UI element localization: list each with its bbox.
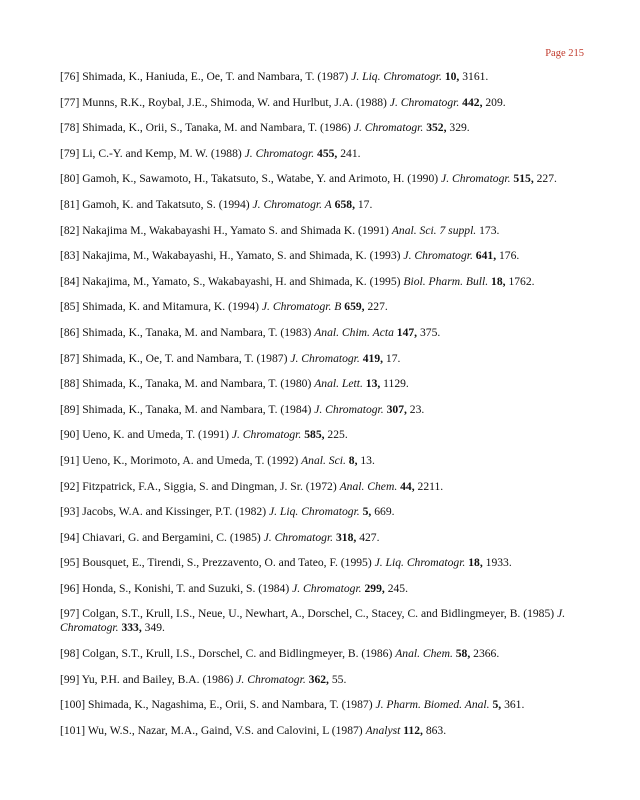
reference-volume: 659, xyxy=(344,300,365,314)
reference-journal: J. Chromatogr. xyxy=(290,351,360,365)
reference-item xyxy=(60,121,588,135)
reference-item xyxy=(60,724,588,738)
reference-item xyxy=(60,70,588,84)
reference-journal: Anal. Chem. xyxy=(339,479,398,493)
reference-number: [76] xyxy=(60,70,80,83)
reference-authors: Nakajima, M., Yamato, S., Wakabayashi, H. and Shimada, K. (1995) xyxy=(82,274,404,288)
reference-journal: J. Chromatogr. xyxy=(389,95,460,109)
reference-pages: 13. xyxy=(360,453,375,467)
reference-authors: Yu, P.H. and Bailey, B.A. (1986) xyxy=(81,672,237,686)
reference-authors: Nakajima M., Wakabayashi H., Yamato S. and Shimada K. (1991) xyxy=(82,223,392,237)
reference-authors: Chiavari, G. and Bergamini, C. (1985) xyxy=(82,530,264,544)
reference-number: [78] xyxy=(60,121,80,135)
reference-authors: Shimada, K., Haniuda, E., Oe, T. and Nambara, T. (1987) xyxy=(82,70,352,83)
reference-journal: J. Chromatogr. A xyxy=(252,197,332,211)
reference-list xyxy=(60,70,588,749)
reference-authors: Shimada, K., Tanaka, M. and Nambara, T. (1984) xyxy=(82,402,315,416)
reference-authors: Shimada, K. and Mitamura, K. (1994) xyxy=(82,300,262,314)
reference-pages: 173. xyxy=(479,223,500,237)
reference-pages: 241. xyxy=(340,146,361,160)
reference-pages: 245. xyxy=(387,581,408,595)
reference-authors: Li, C.-Y. and Kemp, M. W. (1988) xyxy=(82,146,245,160)
reference-item xyxy=(60,147,588,161)
reference-volume: 362, xyxy=(308,672,329,686)
reference-pages: 209. xyxy=(485,95,506,109)
reference-pages: 3161. xyxy=(462,70,489,83)
reference-number: [86] xyxy=(60,325,80,339)
reference-authors: Nakajima, M., Wakabayashi, H., Yamato, S. and Shimada, K. (1993) xyxy=(82,249,404,263)
reference-journal: J. Chromatogr. xyxy=(263,530,334,544)
reference-number: [94] xyxy=(60,530,80,544)
reference-authors: Shimada, K., Orii, S., Tanaka, M. and Nambara, T. (1986) xyxy=(82,121,354,135)
reference-journal: Anal. Chem. xyxy=(395,647,453,661)
reference-number: [82] xyxy=(60,223,80,237)
reference-item xyxy=(60,300,588,314)
reference-number: [88] xyxy=(60,377,80,391)
reference-authors: Fitzpatrick, F.A., Siggia, S. and Dingman, J. Sr. (1972) xyxy=(82,479,340,493)
reference-authors: Honda, S., Konishi, T. and Suzuki, S. (1984) xyxy=(82,581,293,595)
reference-pages: 329. xyxy=(449,121,470,135)
reference-journal: Anal. Sci. xyxy=(301,453,346,467)
reference-authors: Munns, R.K., Roybal, J.E., Shimoda, W. and Hurlbut, J.A. (1988) xyxy=(82,95,390,109)
reference-volume: 5, xyxy=(362,505,372,519)
reference-pages: 1933. xyxy=(485,556,512,570)
reference-authors: Colgan, S.T., Krull, I.S., Dorschel, C. and Bidlingmeyer, B. (1986) xyxy=(82,647,396,661)
reference-authors: Shimada, K., Tanaka, M. and Nambara, T. (1980) xyxy=(82,377,315,391)
reference-authors: Shimada, K., Tanaka, M. and Nambara, T. (1983) xyxy=(82,325,315,339)
reference-pages: 176. xyxy=(499,249,520,263)
reference-journal: J. Chromatogr. xyxy=(353,121,424,135)
reference-pages: 361. xyxy=(504,698,525,712)
reference-volume: 8, xyxy=(348,453,358,467)
reference-volume: 5, xyxy=(492,698,502,712)
reference-number: [84] xyxy=(60,274,80,288)
reference-volume: 318, xyxy=(336,530,357,544)
reference-number: [95] xyxy=(60,556,80,570)
reference-number: [89] xyxy=(60,402,80,416)
reference-item xyxy=(60,673,588,687)
reference-volume: 515, xyxy=(513,172,534,186)
reference-authors: Ueno, K., Morimoto, A. and Umeda, T. (1992) xyxy=(82,453,302,467)
reference-item xyxy=(60,326,588,340)
reference-volume: 333, xyxy=(121,621,142,635)
reference-volume: 299, xyxy=(364,581,385,595)
reference-item xyxy=(60,275,588,289)
reference-item xyxy=(60,224,588,238)
reference-journal: Anal. Chim. Acta xyxy=(314,325,394,339)
reference-volume: 147, xyxy=(396,325,418,339)
reference-journal: Anal. Sci. 7 suppl. xyxy=(391,223,477,237)
reference-volume: 307, xyxy=(386,402,407,416)
reference-pages: 863. xyxy=(425,723,447,737)
reference-authors: Bousquet, E., Tirendi, S., Prezzavento, O. and Tateo, F. (1995) xyxy=(82,556,375,570)
reference-item xyxy=(60,531,588,545)
reference-number: [77] xyxy=(60,95,80,109)
reference-pages: 55. xyxy=(331,672,347,686)
reference-number: [92] xyxy=(60,479,80,493)
reference-pages: 227. xyxy=(367,300,388,314)
reference-volume: 658, xyxy=(334,197,355,211)
reference-number: [96] xyxy=(60,581,80,595)
reference-item xyxy=(60,454,588,468)
reference-item xyxy=(60,607,588,635)
reference-authors: Ueno, K. and Umeda, T. (1991) xyxy=(82,428,232,442)
reference-authors: Gamoh, K. and Takatsuto, S. (1994) xyxy=(82,197,253,211)
reference-journal: J. Liq. Chromatogr. xyxy=(268,505,360,519)
reference-authors: Gamoh, K., Sawamoto, H., Takatsuto, S., Watabe, Y. and Arimoto, H. (1990) xyxy=(82,172,442,186)
reference-volume: 419, xyxy=(362,351,384,365)
reference-number: [101] xyxy=(60,723,86,737)
reference-item xyxy=(60,377,588,391)
reference-number: [87] xyxy=(60,351,80,365)
reference-pages: 17. xyxy=(357,197,373,211)
reference-journal: J. Chromatogr. xyxy=(292,581,362,595)
reference-item xyxy=(60,505,588,519)
reference-journal: J. Chromatogr. xyxy=(314,402,384,416)
reference-volume: 352, xyxy=(426,121,447,135)
reference-item xyxy=(60,352,588,366)
reference-number: [99] xyxy=(60,672,80,686)
reference-pages: 427. xyxy=(359,530,380,544)
reference-item xyxy=(60,556,588,570)
reference-pages: 17. xyxy=(385,351,401,365)
reference-number: [98] xyxy=(60,647,80,661)
reference-journal: J. Chromatogr. xyxy=(60,607,566,635)
reference-journal: J. Chromatogr. xyxy=(231,428,302,442)
reference-item xyxy=(60,647,588,661)
reference-pages: 349. xyxy=(144,621,165,635)
reference-number: [93] xyxy=(60,505,80,519)
reference-pages: 669. xyxy=(374,505,395,519)
reference-journal: Analyst xyxy=(365,723,401,737)
reference-number: [80] xyxy=(60,172,80,186)
reference-volume: 641, xyxy=(475,249,497,263)
reference-number: [97] xyxy=(60,607,80,621)
reference-journal: J. Chromatogr. xyxy=(244,146,315,160)
reference-item xyxy=(60,480,588,494)
reference-pages: 375. xyxy=(419,325,441,339)
reference-authors: Colgan, S.T., Krull, I.S., Neue, U., Newhart, A., Dorschel, C., Stacey, C. and Bidlingmeyer, B. (1985) xyxy=(82,607,558,621)
reference-journal: Anal. Lett. xyxy=(314,377,363,391)
reference-volume: 455, xyxy=(317,146,338,160)
reference-number: [91] xyxy=(60,453,80,467)
reference-volume: 44, xyxy=(400,479,415,493)
reference-number: [85] xyxy=(60,300,80,314)
reference-journal: J. Chromatogr. xyxy=(236,672,306,686)
page-number: Page 215 xyxy=(545,48,584,59)
reference-pages: 227. xyxy=(536,172,557,186)
reference-volume: 18, xyxy=(491,274,506,288)
reference-item xyxy=(60,403,588,417)
reference-pages: 1129. xyxy=(383,377,409,391)
reference-number: [79] xyxy=(60,146,80,160)
reference-pages: 23. xyxy=(409,402,425,416)
reference-volume: 10, xyxy=(444,70,460,83)
reference-pages: 1762. xyxy=(508,274,535,288)
reference-volume: 585, xyxy=(304,428,325,442)
reference-journal: J. Chromatogr. xyxy=(441,172,511,186)
reference-item xyxy=(60,198,588,212)
reference-volume: 18, xyxy=(468,556,483,570)
reference-number: [81] xyxy=(60,197,80,211)
reference-journal: Biol. Pharm. Bull. xyxy=(403,274,489,288)
reference-item xyxy=(60,172,588,186)
reference-item xyxy=(60,428,588,442)
reference-volume: 112, xyxy=(403,723,423,737)
reference-volume: 442, xyxy=(462,95,483,109)
reference-journal: J. Chromatogr. B xyxy=(261,300,342,314)
reference-number: [100] xyxy=(60,698,86,712)
reference-journal: J. Pharm. Biomed. Anal. xyxy=(375,698,490,712)
reference-authors: Shimada, K., Oe, T. and Nambara, T. (1987) xyxy=(82,351,291,365)
reference-journal: J. Chromatogr. xyxy=(403,249,473,263)
reference-pages: 2366. xyxy=(473,647,500,661)
reference-pages: 2211. xyxy=(417,479,444,493)
reference-volume: 13, xyxy=(365,377,381,391)
reference-item xyxy=(60,249,588,263)
reference-volume: 58, xyxy=(455,647,471,661)
reference-item xyxy=(60,582,588,596)
reference-pages: 225. xyxy=(327,428,348,442)
reference-authors: Jacobs, W.A. and Kissinger, P.T. (1982) xyxy=(82,505,269,519)
reference-number: [83] xyxy=(60,249,80,263)
reference-authors: Wu, W.S., Nazar, M.A., Gaind, V.S. and Calovini, L (1987) xyxy=(87,723,366,737)
reference-number: [90] xyxy=(60,428,80,442)
reference-item xyxy=(60,96,588,110)
reference-item xyxy=(60,698,588,712)
reference-journal: J. Liq. Chromatogr. xyxy=(351,70,442,83)
reference-journal: J. Liq. Chromatogr. xyxy=(374,556,466,570)
reference-authors: Shimada, K., Nagashima, E., Orii, S. and Nambara, T. (1987) xyxy=(88,698,376,712)
